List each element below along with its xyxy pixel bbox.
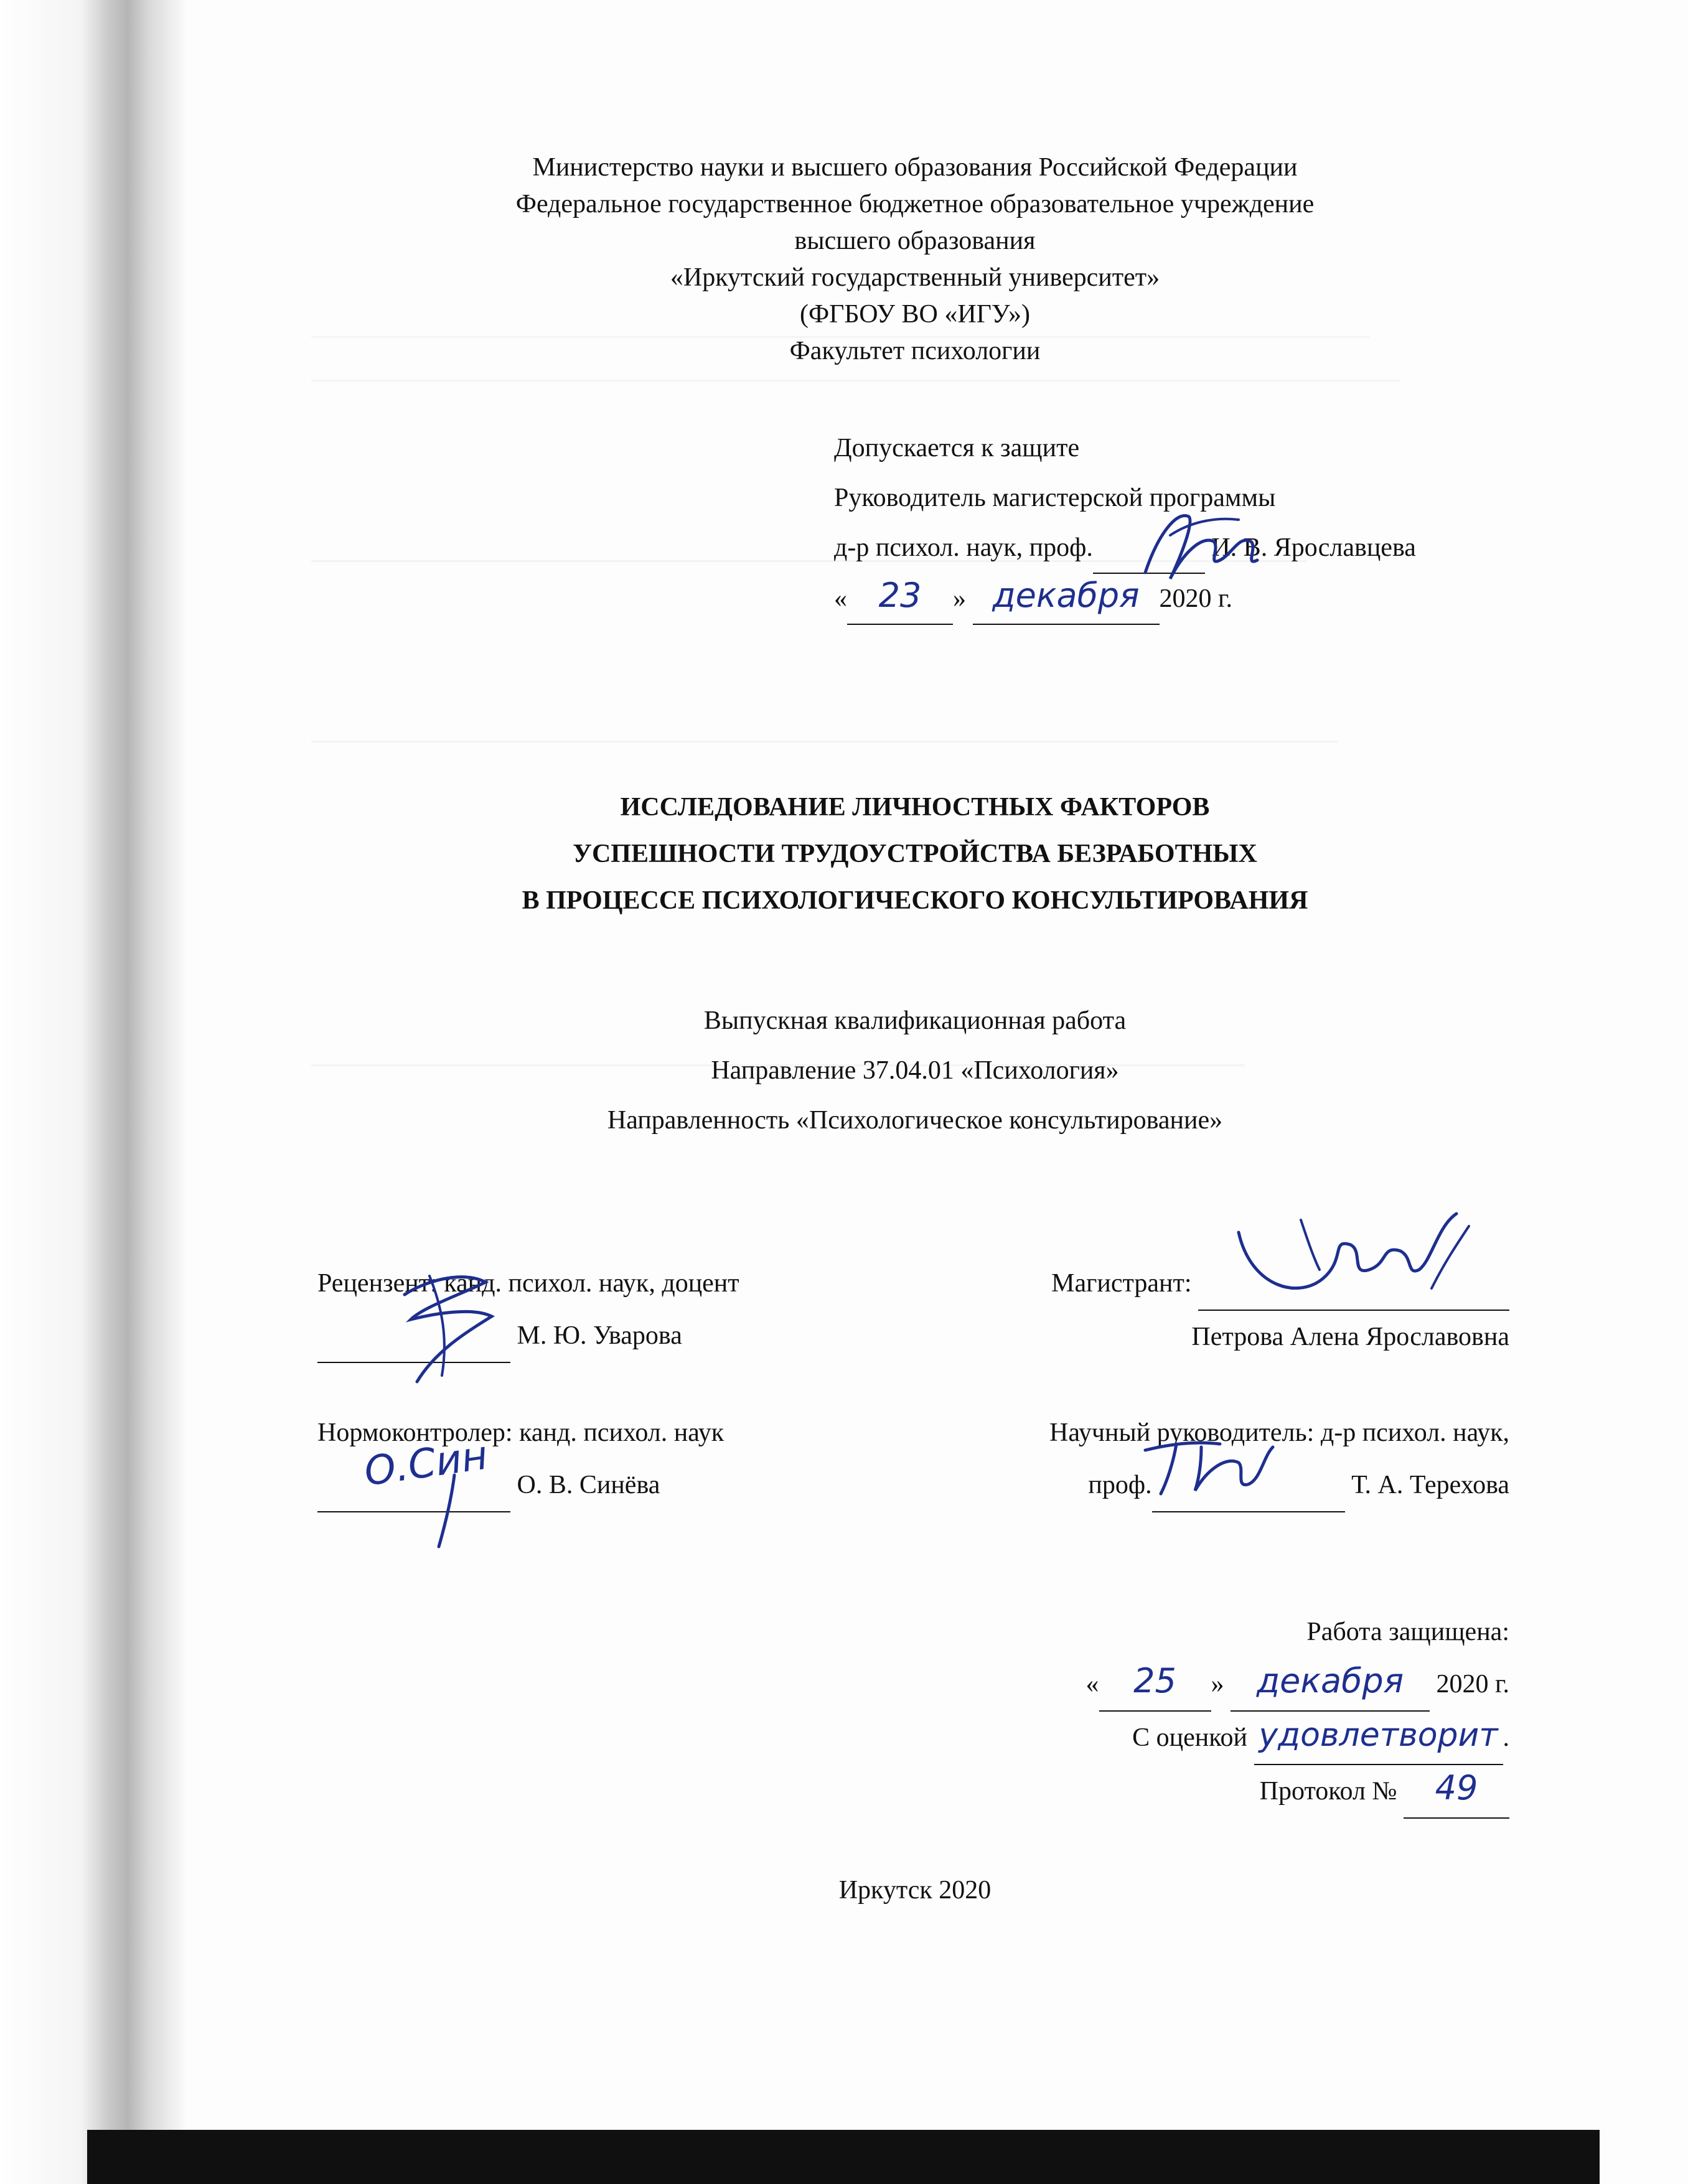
defense-day-handwritten: 25 — [1133, 1661, 1176, 1700]
approval-month — [973, 574, 1160, 625]
signature-line — [1152, 1459, 1345, 1512]
study-direction: Направление 37.04.01 «Психология» — [711, 1056, 1119, 1085]
city-year: Иркутск 2020 — [838, 1876, 992, 1905]
signature-line — [317, 1310, 510, 1363]
grade-label: С оценкой — [1132, 1723, 1247, 1752]
student-sign-line — [934, 1257, 1509, 1311]
quote-mark: « — [834, 584, 847, 613]
program-head-name: И. В. Ярославцева — [1211, 533, 1416, 562]
supervisor-sign-line — [871, 1459, 1509, 1512]
normcontrol-signature: О.Син — [361, 1432, 491, 1496]
grade-period: . — [1503, 1723, 1509, 1752]
institution-type-line: Федеральное государственное бюджетное образовательное учреждение — [515, 190, 1315, 218]
normcontrol-name: О. В. Синёва — [517, 1471, 660, 1499]
binding-shadow — [0, 0, 187, 2184]
protocol-number-handwritten: 49 — [1435, 1768, 1478, 1807]
thesis-title — [373, 784, 1456, 924]
defense-block — [934, 1606, 1509, 1819]
work-info — [373, 996, 1456, 1145]
quote-mark: « — [1085, 1670, 1099, 1699]
admitted-label: Допускается к защите — [834, 434, 1080, 462]
defense-label: Работа защищена: — [1306, 1618, 1509, 1646]
university-abbreviation: (ФГБОУ ВО «ИГУ») — [799, 300, 1031, 329]
approval-date-line — [834, 574, 1519, 625]
defense-month-handwritten: декабря — [1256, 1661, 1404, 1700]
approval-block — [834, 423, 1519, 625]
program-head-role: Руководитель магистерской программы — [834, 484, 1276, 512]
reviewer-sign-line — [317, 1310, 940, 1363]
institution-type-line-2: высшего образования — [794, 227, 1036, 255]
approval-month-handwritten: декабря — [992, 576, 1140, 615]
faculty-name: Факультет психологии — [789, 337, 1041, 365]
signature-line — [1093, 523, 1205, 574]
work-type: Выпускная квалификационная работа — [703, 1006, 1127, 1035]
supervisor-name: Т. А. Терехова — [1351, 1471, 1509, 1499]
program-head-degree: д-р психол. наук, проф. — [834, 533, 1093, 562]
ministry-line: Министерство науки и высшего образования Российской Федерации — [532, 153, 1298, 182]
student-label: Магистрант: — [1051, 1269, 1192, 1298]
title-line-3: В ПРОЦЕССЕ ПСИХОЛОГИЧЕСКОГО КОНСУЛЬТИРОВАНИЯ — [522, 886, 1308, 915]
defense-day — [1099, 1658, 1211, 1712]
approval-day — [847, 574, 953, 625]
supervisor-block — [871, 1407, 1509, 1512]
student-block — [934, 1257, 1509, 1363]
bleed-through-line — [311, 380, 1400, 382]
defense-year: 2020 г. — [1436, 1670, 1509, 1699]
grade-line — [934, 1712, 1509, 1765]
program-head-line — [834, 523, 1519, 574]
reviewer-label: Рецензент: канд. психол. наук, доцент — [317, 1269, 739, 1298]
reviewer-block — [317, 1257, 940, 1363]
title-line-1: ИССЛЕДОВАНИЕ ЛИЧНОСТНЫХ ФАКТОРОВ — [620, 793, 1210, 822]
institution-header — [373, 149, 1456, 370]
quote-mark: » — [953, 584, 966, 613]
reviewer-name: М. Ю. Уварова — [517, 1321, 682, 1350]
footer — [373, 1867, 1456, 1914]
student-name: Петрова Алена Ярославовна — [1191, 1323, 1509, 1351]
signature-line — [1198, 1257, 1509, 1311]
defense-month — [1231, 1658, 1430, 1712]
normcontrol-label: Нормоконтролер: канд. психол. наук — [317, 1418, 724, 1447]
protocol-label: Протокол № — [1259, 1777, 1397, 1806]
supervisor-label: Научный руководитель: д-р психол. наук, — [1049, 1418, 1509, 1447]
title-line-2: УСПЕШНОСТИ ТРУДОУСТРОЙСТВА БЕЗРАБОТНЫХ — [573, 840, 1257, 868]
defense-date-line — [934, 1658, 1509, 1712]
grade-value — [1254, 1712, 1503, 1765]
grade-handwritten: удовлетворит — [1259, 1717, 1498, 1754]
protocol-number — [1404, 1765, 1509, 1819]
study-focus: Направленность «Психологическое консультирование» — [607, 1106, 1223, 1135]
scan-bottom-edge — [87, 2130, 1600, 2184]
approval-day-handwritten: 23 — [878, 576, 922, 615]
university-name: «Иркутский государственный университет» — [670, 263, 1160, 292]
bleed-through-line — [311, 741, 1338, 743]
quote-mark: » — [1211, 1670, 1224, 1699]
protocol-line — [934, 1765, 1509, 1819]
supervisor-prefix: проф. — [1088, 1471, 1152, 1499]
approval-year: 2020 г. — [1159, 584, 1232, 613]
